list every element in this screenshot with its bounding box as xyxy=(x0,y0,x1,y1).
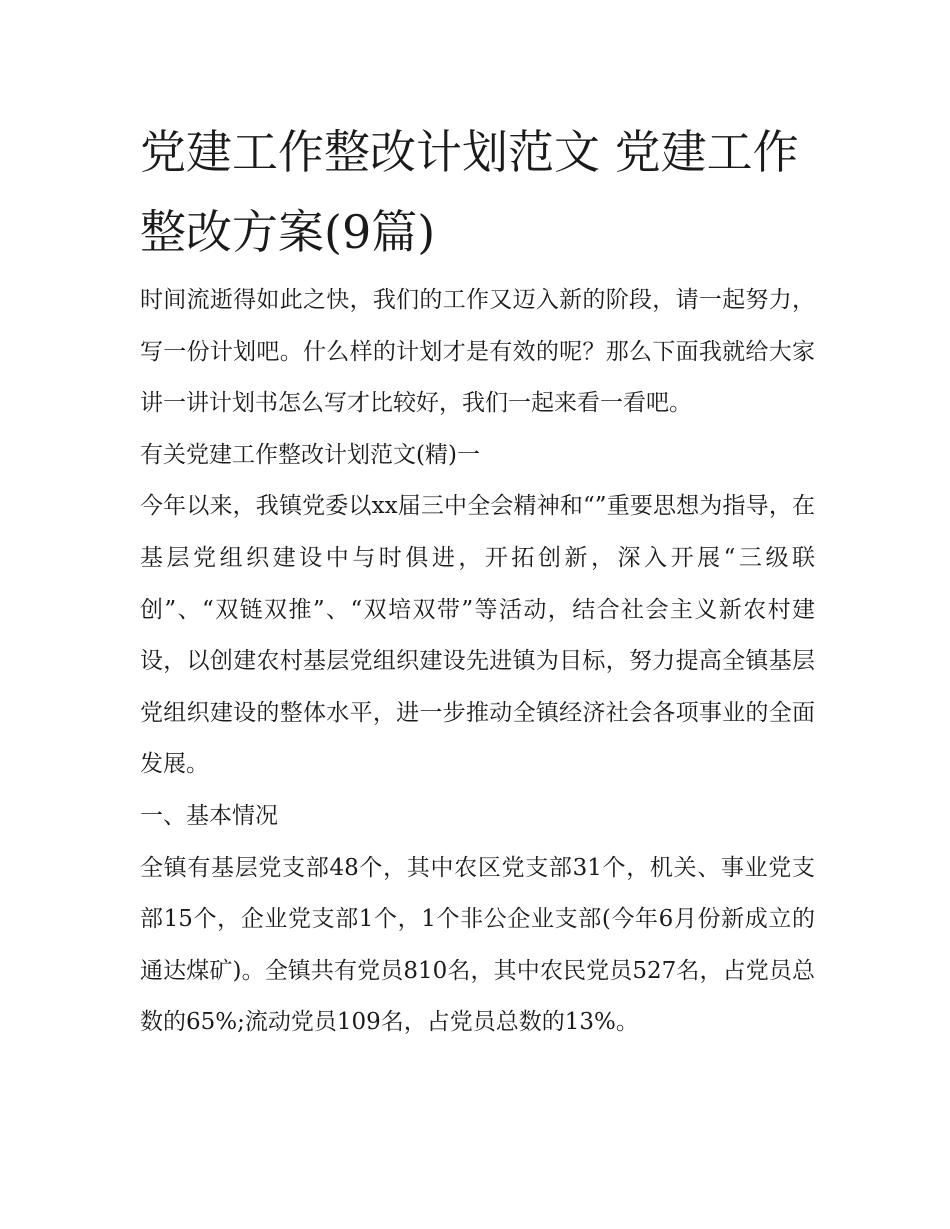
document-page xyxy=(140,112,815,1049)
body-paragraph-overview: 今年以来，我镇党委以xx届三中全会精神和“”重要思想为指导，在基层党组织建设中与时俱进，开拓创新，深入开展“三级联创”、“双链双推”、“双培双带”等活动，结合社会主义新农村建设，以创建农村基层党组织建设先进镇为目标，努力提高全镇基层党组织建设的整体水平，进一步推动全镇经济社会各项事业的全面发展。 xyxy=(140,493,815,778)
document-title: 党建工作整改计划范文 党建工作整改方案(9篇) xyxy=(140,125,799,259)
section-heading-sample-one: 有关党建工作整改计划范文(精)一 xyxy=(140,441,480,468)
section-heading-basic-situation: 一、基本情况 xyxy=(140,802,278,829)
body-paragraph-statistics: 全镇有基层党支部48个，其中农区党支部31个，机关、事业党支部15个，企业党支部1个，1个非公企业支部(今年6月份新成立的通达煤矿)。全镇共有党员810名，其中农民党员527名，占党员总数的65%;流动党员109名，占党员总数的13%。 xyxy=(140,854,815,1036)
intro-paragraph: 时间流逝得如此之快，我们的工作又迈入新的阶段，请一起努力，写一份计划吧。什么样的计划才是有效的呢？那么下面我就给大家讲一讲计划书怎么写才比较好，我们一起来看一看吧。 xyxy=(140,287,815,417)
